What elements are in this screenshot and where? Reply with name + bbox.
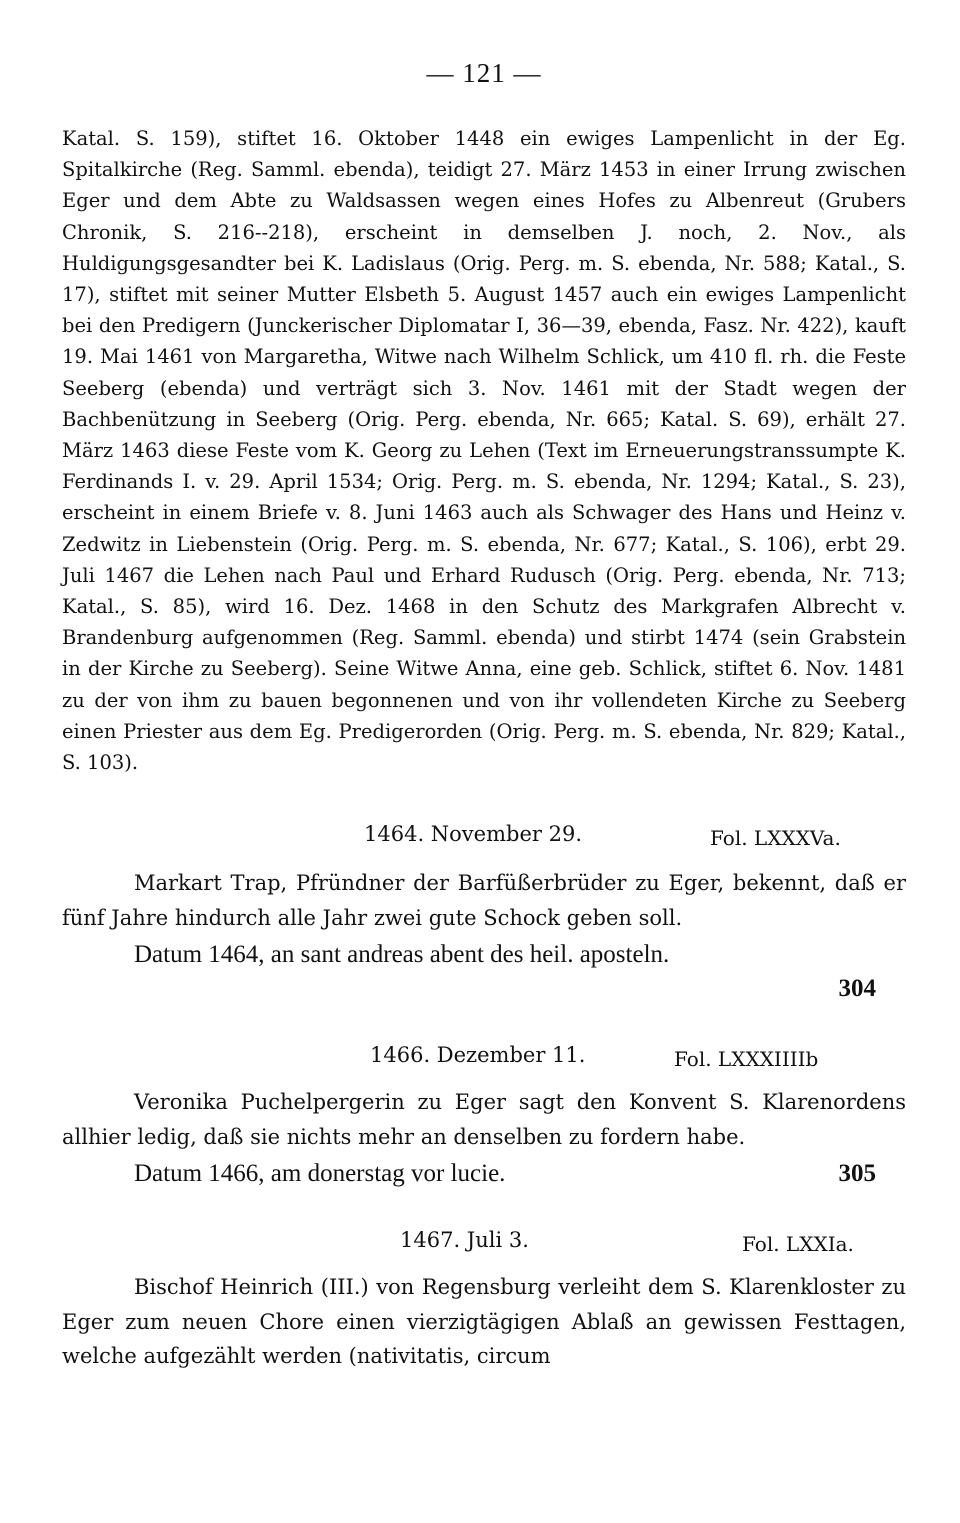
entry-date: 1464. November 29. bbox=[364, 822, 582, 847]
page-number: — 121 — bbox=[426, 58, 542, 88]
datum-text: Datum 1466, am donerstag vor lucie. bbox=[134, 1160, 506, 1188]
document-page bbox=[62, 58, 906, 1374]
entry-header bbox=[62, 822, 906, 854]
entry-folio: Fol. LXXIa. bbox=[742, 1232, 854, 1257]
entry-text: Bischof Heinrich (III.) von Regensburg verleiht dem S. Klarenkloster zu Eger zum neuen Chore einen vierzigtägigen Ablaß an gewissen Festtagen, welche aufgezählt werden (nativitatis, circum bbox=[62, 1275, 906, 1369]
entry-folio: Fol. LXXXVa. bbox=[710, 826, 841, 851]
datum-line bbox=[62, 939, 906, 975]
entry-305 bbox=[62, 1043, 906, 1194]
datum-text: Datum 1464, an sant andreas abent des heil. aposteln. bbox=[134, 941, 670, 969]
entry-304 bbox=[62, 822, 906, 1009]
entry-number-row bbox=[62, 975, 906, 1009]
entry-folio: Fol. LXXXIIIIb bbox=[674, 1047, 819, 1072]
entry-text: Markart Trap, Pfründner der Barfüßerbrüder zu Eger, bekennt, daß er fünf Jahre hindurch alle Jahr zwei gute Schock geben soll. bbox=[62, 871, 906, 930]
continuation-paragraph: Katal. S. 159), stiftet 16. Oktober 1448 ein ewiges Lampenlicht in der Eg. Spitalkirche (Reg. Samml. ebenda), teidigt 27. März 1453 in einer Irrung zwischen Eger und dem Abte zu Waldsassen wegen eines Hofes zu Albenreut (Grubers Chronik, S. 216--218), erscheint in demselben J. noch, 2. Nov., als Huldigungsgesandter bei K. Ladislaus (Orig. Perg. m. S. ebenda, Nr. 588; Katal., S. 17), stiftet mit seiner Mutter Elsbeth 5. August 1457 auch ein ewiges Lampenlicht bei den Predigern (Junckerischer Diplomatar I, 36—39, ebenda, Fasz. Nr. 422), kauft 19. Mai 1461 von Margaretha, Witwe nach Wilhelm Schlick, um 410 fl. rh. die Feste Seeberg (ebenda) und verträgt sich 3. Nov. 1461 mit der Stadt wegen der Bachbenützung in Seeberg (Orig. Perg. ebenda, Nr. 665; Katal. S. 69), erhält 27. März 1463 diese Feste vom K. Georg zu Lehen (Text im Erneuerungstranssumpte K. Ferdinands I. v. 29. April 1534; Orig. Perg. m. S. ebenda, Nr. 1294; Katal., S. 23), erscheint in einem Briefe v. 8. Juni 1463 auch als Schwager des Hans und Heinz v. Zedwitz in Liebenstein (Orig. Perg. m. S. ebenda, Nr. 677; Katal., S. 106), erbt 29. Juli 1467 die Lehen nach Paul und Erhard Rudusch (Orig. Perg. ebenda, Nr. 713; Katal., S. 85), wird 16. Dez. 1468 in den Schutz des Markgrafen Albrecht v. Brandenburg aufgenommen (Reg. Samml. ebenda) und stirbt 1474 (sein Grabstein in der Kirche zu Seeberg). Seine Witwe Anna, eine geb. Schlick, stiftet 6. Nov. 1481 zu der von ihm zu bauen begonnenen und von ihr vollendeten Kirche zu Seeberg einen Priester aus dem Eg. Predigerorden (Orig. Perg. m. S. ebenda, Nr. 829; Katal., S. 103). bbox=[62, 127, 906, 775]
entry-text: Veronika Puchelpergerin zu Eger sagt den Konvent S. Klarenordens allhier ledig, daß sie nichts mehr an denselben zu fordern habe. bbox=[62, 1090, 906, 1149]
entry-date: 1466. Dezember 11. bbox=[370, 1043, 586, 1068]
entry-date: 1467. Juli 3. bbox=[400, 1228, 529, 1253]
entry-number: 304 bbox=[838, 975, 876, 1003]
entry-number: 305 bbox=[838, 1160, 876, 1188]
entry-306 bbox=[62, 1228, 906, 1374]
entry-header bbox=[62, 1228, 906, 1260]
entry-header bbox=[62, 1043, 906, 1075]
datum-line bbox=[62, 1158, 906, 1194]
